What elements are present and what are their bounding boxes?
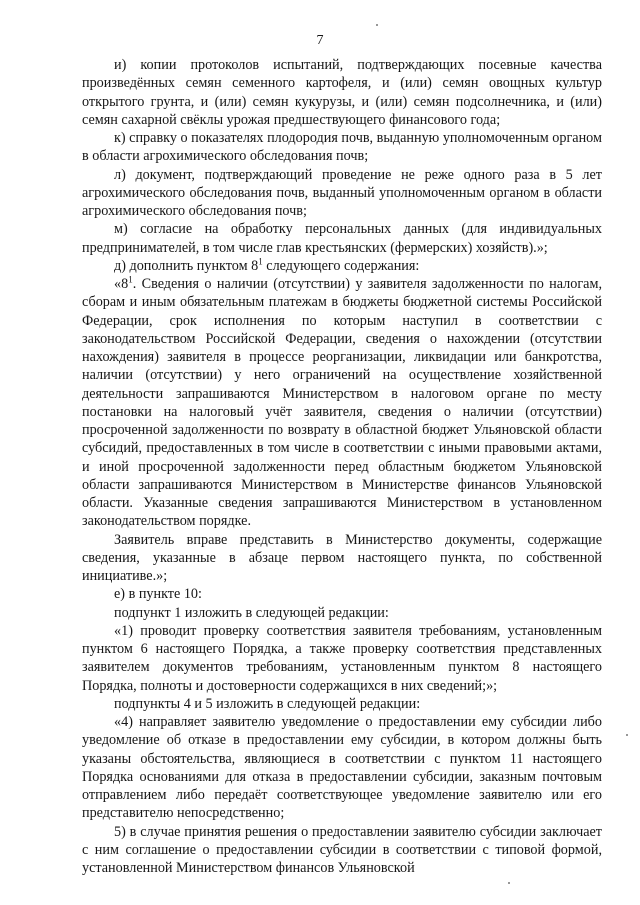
paragraph-subpoints-4-5-intro: подпункты 4 и 5 изложить в следующей редакции: bbox=[114, 695, 421, 712]
paragraph-subpoint-4: «4) направляет заявителю уведомление о предоставлении ему субсидии либо уведомление об отказе в предоставлении ему субсидии, в котором должны быть указаны обстоятельства, являющиеся в соответствии с пунктом 11 настоящего Порядка основаниями для отказа в предоставлении субсидии, заказным почтовым отправлением либо передаёт соответствующее уведомление заявителю или его представителю непосредственно; bbox=[82, 714, 602, 822]
paragraph-item-e: е) в пункте 10: bbox=[114, 586, 202, 603]
paragraph-subpoint-1: «1) проводит проверку соответствия заявителя требованиям, установленным пунктом 6 настоящего Порядка, а также проверку соответствия представленных заявителем документов требованиям, установленным пунктом 8 настоящего Порядка, полноты и достоверности содержащихся в них сведений;»; bbox=[82, 622, 602, 694]
paragraph-item-k: к) справку о показателях плодородия почв, выданную уполномоченным органом в области агрохимического обследования почв; bbox=[82, 130, 602, 165]
paragraph-subpoint-1-intro: подпункт 1 изложить в следующей редакции: bbox=[114, 604, 389, 621]
paragraph-item-l: л) документ, подтверждающий проведение не реже одного раза в 5 лет агрохимического обследования почв, выданный уполномоченным органом в области агрохимического обследования почв; bbox=[82, 166, 602, 219]
item-d-text-after: следующего содержания: bbox=[262, 257, 420, 274]
paragraph-point-8-1 bbox=[82, 275, 602, 531]
document-body bbox=[82, 56, 602, 877]
point-8-1-text-before: «8 bbox=[114, 276, 129, 292]
paragraph-subpoint-5: 5) в случае принятия решения о предоставлении заявителю субсидии заключает с ним соглашение о предоставлении субсидии в соответствии с типовой формой, установленной Министерством финансов Ульяновской bbox=[82, 823, 602, 876]
point-8-1-superscript: 1 bbox=[128, 274, 133, 285]
paragraph-item-d bbox=[82, 257, 602, 275]
scan-speck bbox=[508, 882, 510, 884]
item-d-superscript: 1 bbox=[258, 256, 263, 267]
item-d-text-before: д) дополнить пунктом 8 bbox=[114, 257, 259, 274]
scan-speck bbox=[376, 24, 378, 26]
point-8-1-text-after: . Сведения о наличии (отсутствии) у заявителя задолженности по налогам, сборам и иным обязательным платежам в бюджеты бюджетной системы Российской Федерации, срок исполнения по которым наступил в соответствии с законодательством Российской Федерации, сведения о нахождении (отсутствии нахождения) заявителя в процессе реорганизации, ликвидации или банкротства, наличии (отсутствии) у него ограничений на осуществление хозяйственной деятельности запрашиваются Министерством в налоговом органе по месту постановки на налоговый учёт заявителя, сведения о наличии (отсутствии) просроченной задолженности по возврату в областной бюджет Ульяновской области субсидий, предоставленных в том числе в соответствии с иными правовыми актами, и иной просроченной задолженности перед областным бюджетом Ульяновской области запрашиваются Министерством в Министерстве финансов Ульяновской области. Указанные сведения запрашиваются Министерством в установленном законодательством порядке. bbox=[82, 276, 602, 530]
scan-speck bbox=[626, 734, 628, 736]
paragraph-item-m: м) согласие на обработку персональных данных (для индивидуальных предпринимателей, в том числе глав крестьянских (фермерских) хозяйств).»; bbox=[82, 221, 602, 256]
paragraph-applicant-right: Заявитель вправе представить в Министерство документы, содержащие сведения, указанные в абзаце первом настоящего пункта, по собственной инициативе.»; bbox=[82, 531, 602, 584]
page-number: 7 bbox=[316, 33, 324, 48]
paragraph-item-i: и) копии протоколов испытаний, подтверждающих посевные качества произведённых семян семенного картофеля, и (или) семян овощных культур открытого грунта, и (или) семян кукурузы, и (или) семян подсолнечника, и (или) семян сахарной свёклы урожая предшествующего финансового года; bbox=[82, 57, 602, 128]
